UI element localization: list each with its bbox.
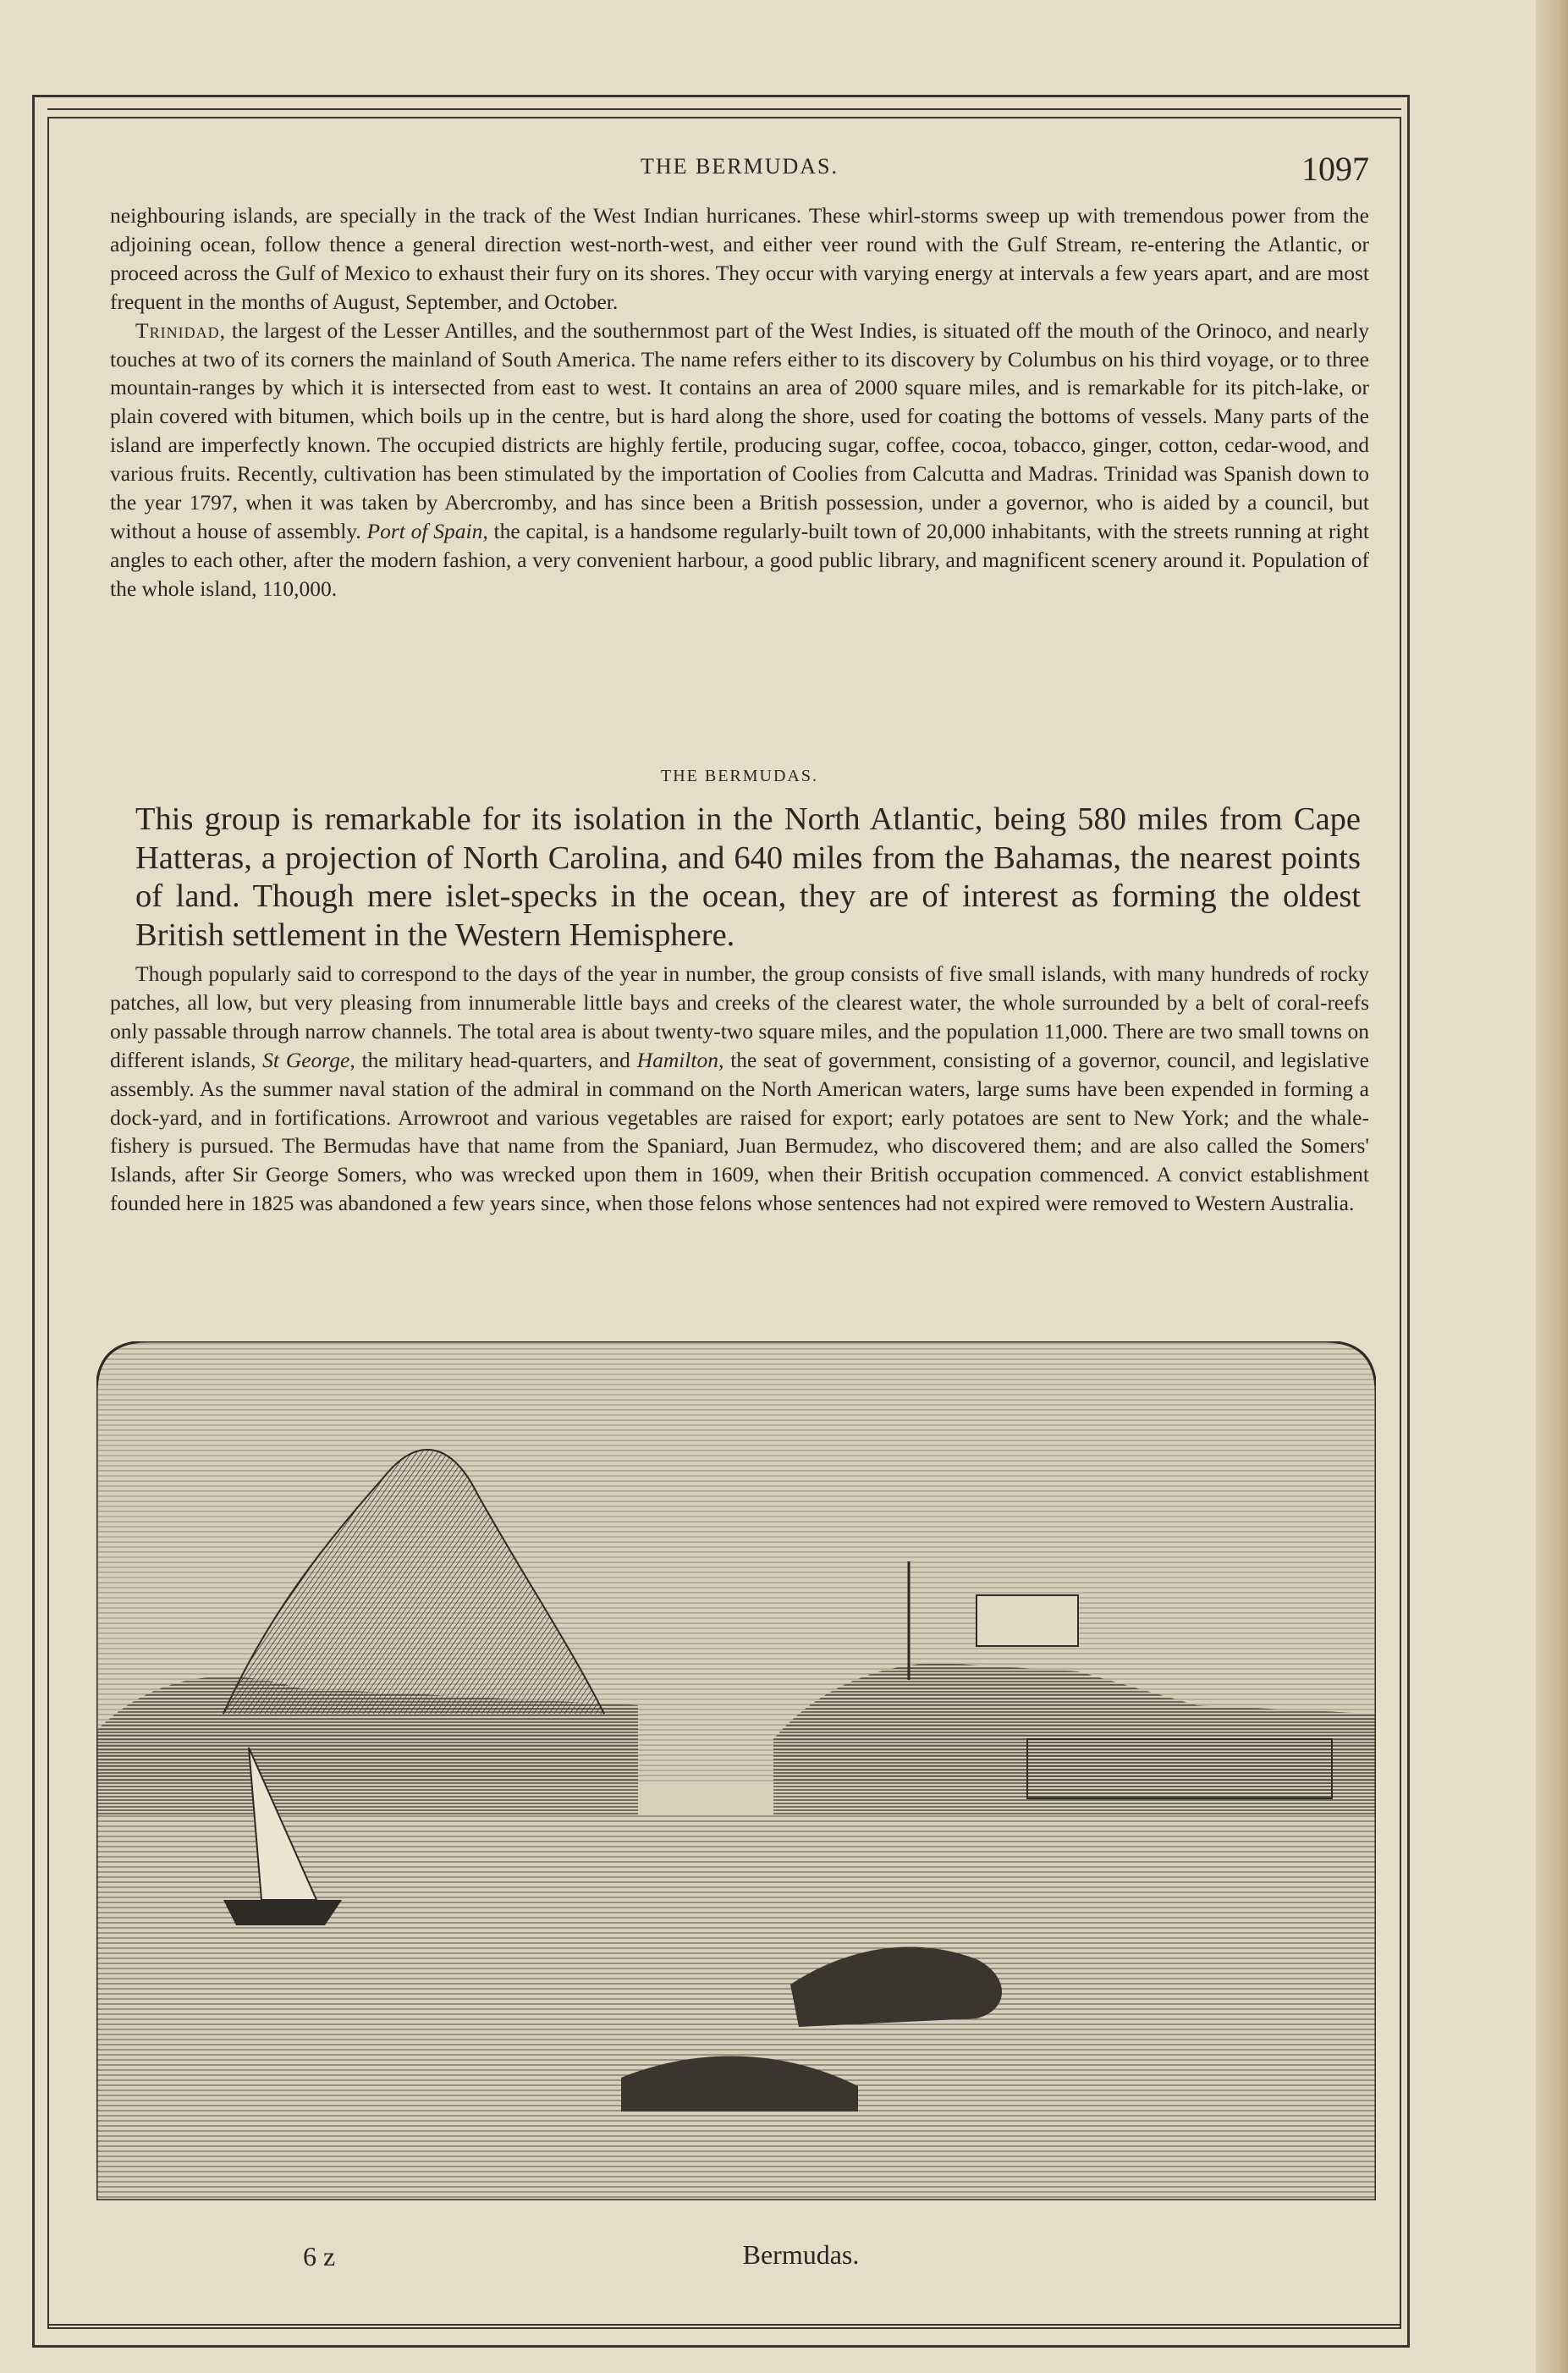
paragraph-hurricanes: neighbouring islands, are specially in the track of the West Indian hurricanes. These whirl-storms sweep up with tremendous power from the adjoining ocean, follow thence a general direction west-north-west, and either veer round with the Gulf Stream, re-entering the Atlantic, or proceed across the Gulf of Mexico to exhaust their fury on its shores. They occur with varying energy at intervals a few years apart, and are most frequent in the months of August, September, and October. xyxy=(110,203,1369,314)
bermudas-text-c: the seat of government, consisting of a governor, council, and legislative assembly. As the summer naval station of the admiral in command on the North American waters, large sums have been expended in forming a dock-yard, and in fortifications. Arrowroot and various vegetables are raised for export; early potatoes are sent to New York; and the whale-fishery is pursued. The Bermudas have that name from the Spaniard, Juan Bermudez, who discovered them; and are also called the Somers' Islands, after Sir George Somers, who was wrecked upon them in 1609, when their British occupation commenced. A convict establishment founded here in 1825 was abandoned a few years since, when those felons whose sentences had not expired were removed to Western Australia. xyxy=(110,1047,1369,1216)
paragraph-trinidad xyxy=(110,317,1369,603)
bermudas-text-a: Though popularly said to correspond to the days of the year in number, the group consists of five small islands, with many hundreds of rocky patches, all low, but very pleasing from innumerable little bays and creeks of the clearest water, the whole surrounded by a belt of coral-reefs only passable through narrow channels. The total area is about twenty-two square miles, and the population 11,000. There are two small towns on different islands, xyxy=(110,961,1369,1072)
body-text-bermudas xyxy=(110,960,1369,1218)
lead-paragraph: This group is remarkable for its isolation in the North Atlantic, being 580 miles from Cape Hatteras, a projection of North Carolina, and 640 miles from the Bahamas, the nearest points of land. Though mere islet-specks in the ocean, they are of interest as forming the oldest British settlement in the Western Hemisphere. xyxy=(135,801,1361,954)
bermudas-engraving xyxy=(96,1341,1376,2200)
page-number: 1097 xyxy=(1301,150,1369,188)
top-rule xyxy=(47,108,1401,110)
hulk-ship xyxy=(1027,1739,1332,1798)
body-text-top xyxy=(110,201,1369,603)
port-of-spain: Port of Spain, xyxy=(366,518,488,543)
signature-mark: 6 z xyxy=(303,2241,336,2271)
trinidad-text-b: the capital, is a handsome regularly-built town of 20,000 inhabitants, with the streets running at right angles to each other, after the modern fashion, a very convenient harbour, a good public library, and magnificent scenery around it. Population of the whole island, 110,000. xyxy=(110,518,1370,601)
trinidad-title: Trinidad, xyxy=(135,317,226,343)
illustration-caption: Bermudas. xyxy=(742,2239,860,2270)
hamilton: Hamilton, xyxy=(636,1047,724,1072)
page-header xyxy=(110,149,1369,191)
section-heading: THE BERMUDAS. xyxy=(660,767,818,785)
page-edge xyxy=(1536,0,1568,2373)
paragraph-bermudas xyxy=(110,960,1369,1218)
bottom-rule xyxy=(47,2324,1401,2326)
running-head: THE BERMUDAS. xyxy=(640,154,839,179)
st-george: St George, xyxy=(262,1047,355,1072)
bermudas-text-b: the military head-quarters, and xyxy=(355,1047,637,1072)
fortress xyxy=(977,1595,1078,1646)
sailboat-hull xyxy=(223,1900,342,1925)
trinidad-text-a: the largest of the Lesser Antilles, and the southernmost part of the West Indies, is situated off the mouth of the Orinoco, and nearly touches at two of its corners the mainland of South America. The name refers either to its discovery by Columbus on his third voyage, or to three mountain-ranges by which it is intersected from east to west. It contains an area of 2000 square miles, and is remarkable for its pitch-lake, or plain covered with bitumen, which boils up in the centre, but is hard along the shore, used for coating the bottoms of vessels. Many parts of the island are imperfectly known. The occupied districts are highly fertile, producing sugar, coffee, cocoa, tobacco, ginger, cotton, cedar-wood, and various fruits. Recently, cultivation has been stimulated by the importation of Coolies from Calcutta and Madras. Trinidad was Spanish down to the year 1797, when it was taken by Abercromby, and has since been a British possession, under a governor, who is aided by a council, but without a house of assembly. xyxy=(110,317,1369,543)
